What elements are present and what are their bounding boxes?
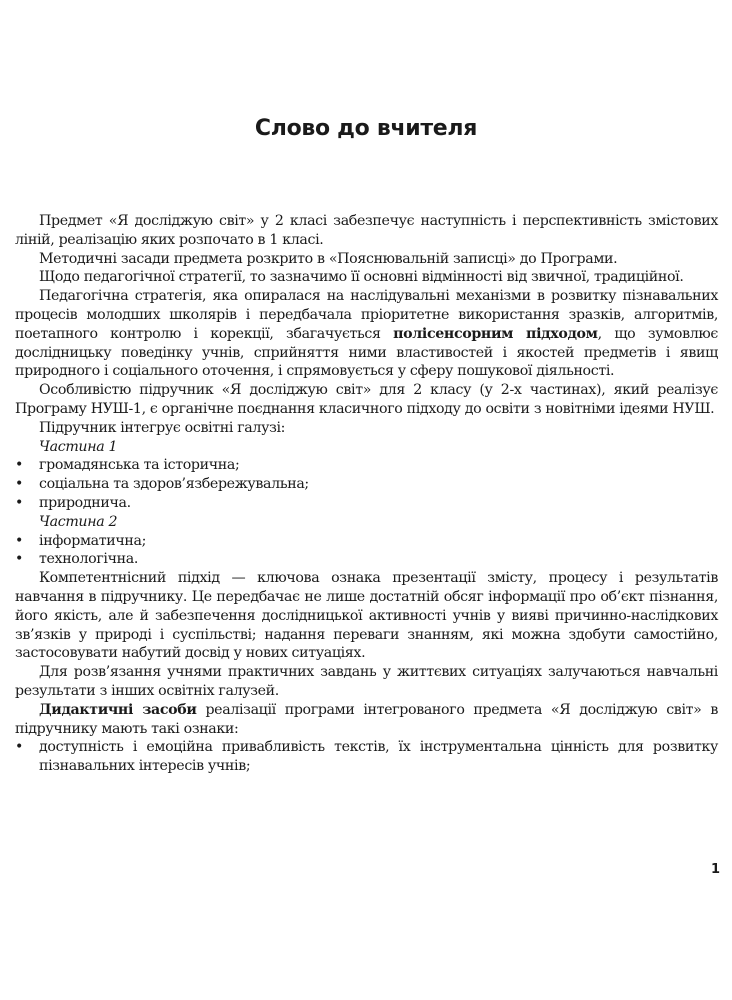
list-item: [15, 456, 718, 475]
paragraph-continuity: Предмет «Я досліджую світ» у 2 класі забезпечує наступність і перспективність змістових ліній, реалізацію яких розпочато в 1 класі.: [15, 213, 718, 248]
list-item-text: інформатична;: [39, 532, 147, 549]
bullet-icon: •: [15, 532, 24, 549]
bullet-icon: •: [15, 551, 24, 568]
paragraph-competency-approach: Компетентнісний підхід — ключова ознака презентації змісту, процесу і результатів навчання в підручнику. Це передбачає не лише достатній обсяг інформації про об’єкт пізнання, його якість, але й забезпечення дослідницької активності учнів у виявi причинно-наслідкових зв’язків у природі і суспільстві; надання переваги знанням, які можна здобути самостійно, застосовувати набутий досвід у нових ситуаціях.: [15, 570, 718, 662]
polysensory-approach-term: полісенсорним підходом: [393, 325, 598, 342]
page-title: Слово до вчителя: [254, 116, 478, 141]
strategy-text-start: Педагогічна стратегія, яка опиралася на наслідувальні механізми в розвитку пізнавальних процесів молодших школярів і передбачала пріоритетне використання зразків, алгоритмів, поетапного контролю і корекції, збагачується: [15, 288, 718, 342]
paragraph-didactic-means: [15, 701, 718, 739]
list-item: [15, 550, 718, 569]
list-item: [15, 532, 718, 551]
bullet-icon: •: [15, 476, 24, 493]
paragraph-textbook-feature: Особливістю підручник «Я досліджую світ» для 2 класу (у 2-х частинах), який реалізує Програму НУШ-1, є органічне поєднання класичного підходу до освіти з новітніми ідеями НУШ.: [15, 382, 718, 417]
paragraph-strategy-intro: Щодо педагогічної стратегії, то зазначимо її основні відмінності від звичної, традиційної.: [39, 269, 684, 286]
paragraph-integration: Підручник інтегрує освітні галузі:: [39, 419, 286, 436]
paragraph-practical-tasks: Для розв’язання учнями практичних завдань у життєвих ситуаціях залучаються навчальні результати з інших освітніх галузей.: [15, 664, 718, 699]
document-body: [15, 212, 718, 776]
list-item-text: технологічна.: [39, 551, 139, 568]
didactic-means-text: реалізації програми інтегрованого предмета «Я досліджую світ» в підручнику мають такі ознаки:: [15, 701, 718, 737]
bullet-icon: •: [15, 457, 24, 474]
list-item-text: громадянська та історична;: [39, 457, 240, 474]
bullet-icon: •: [15, 739, 24, 756]
part-2-heading: Частина 2: [39, 513, 118, 530]
bullet-icon: •: [15, 494, 24, 511]
list-item: [15, 494, 718, 513]
list-item: [15, 738, 718, 776]
didactic-means-term: Дидактичні засоби: [39, 701, 197, 718]
list-item-text: соціальна та здоров’язбережувальна;: [39, 476, 309, 493]
paragraph-methodology: Методичні засади предмета розкрито в «Пояснювальній записці» до Програми.: [39, 250, 618, 267]
paragraph-pedagogical-strategy: [15, 287, 718, 381]
list-item-text: доступність і емоційна привабливість текстів, їх інструментальна цінність для розвитку пізнавальних інтересів учнів;: [39, 739, 718, 775]
strategy-text-end: , що зумовлює дослідницьку поведінку учнів, сприйняття ними властивостей і якостей предметів і явищ природного і соціального оточення, і спрямовується у сферу пошукової діяльності.: [15, 325, 719, 380]
list-item-text: природнича.: [39, 494, 131, 511]
page-number: 1: [710, 862, 720, 877]
part-1-heading: Частина 1: [39, 438, 118, 455]
list-item: [15, 475, 718, 494]
